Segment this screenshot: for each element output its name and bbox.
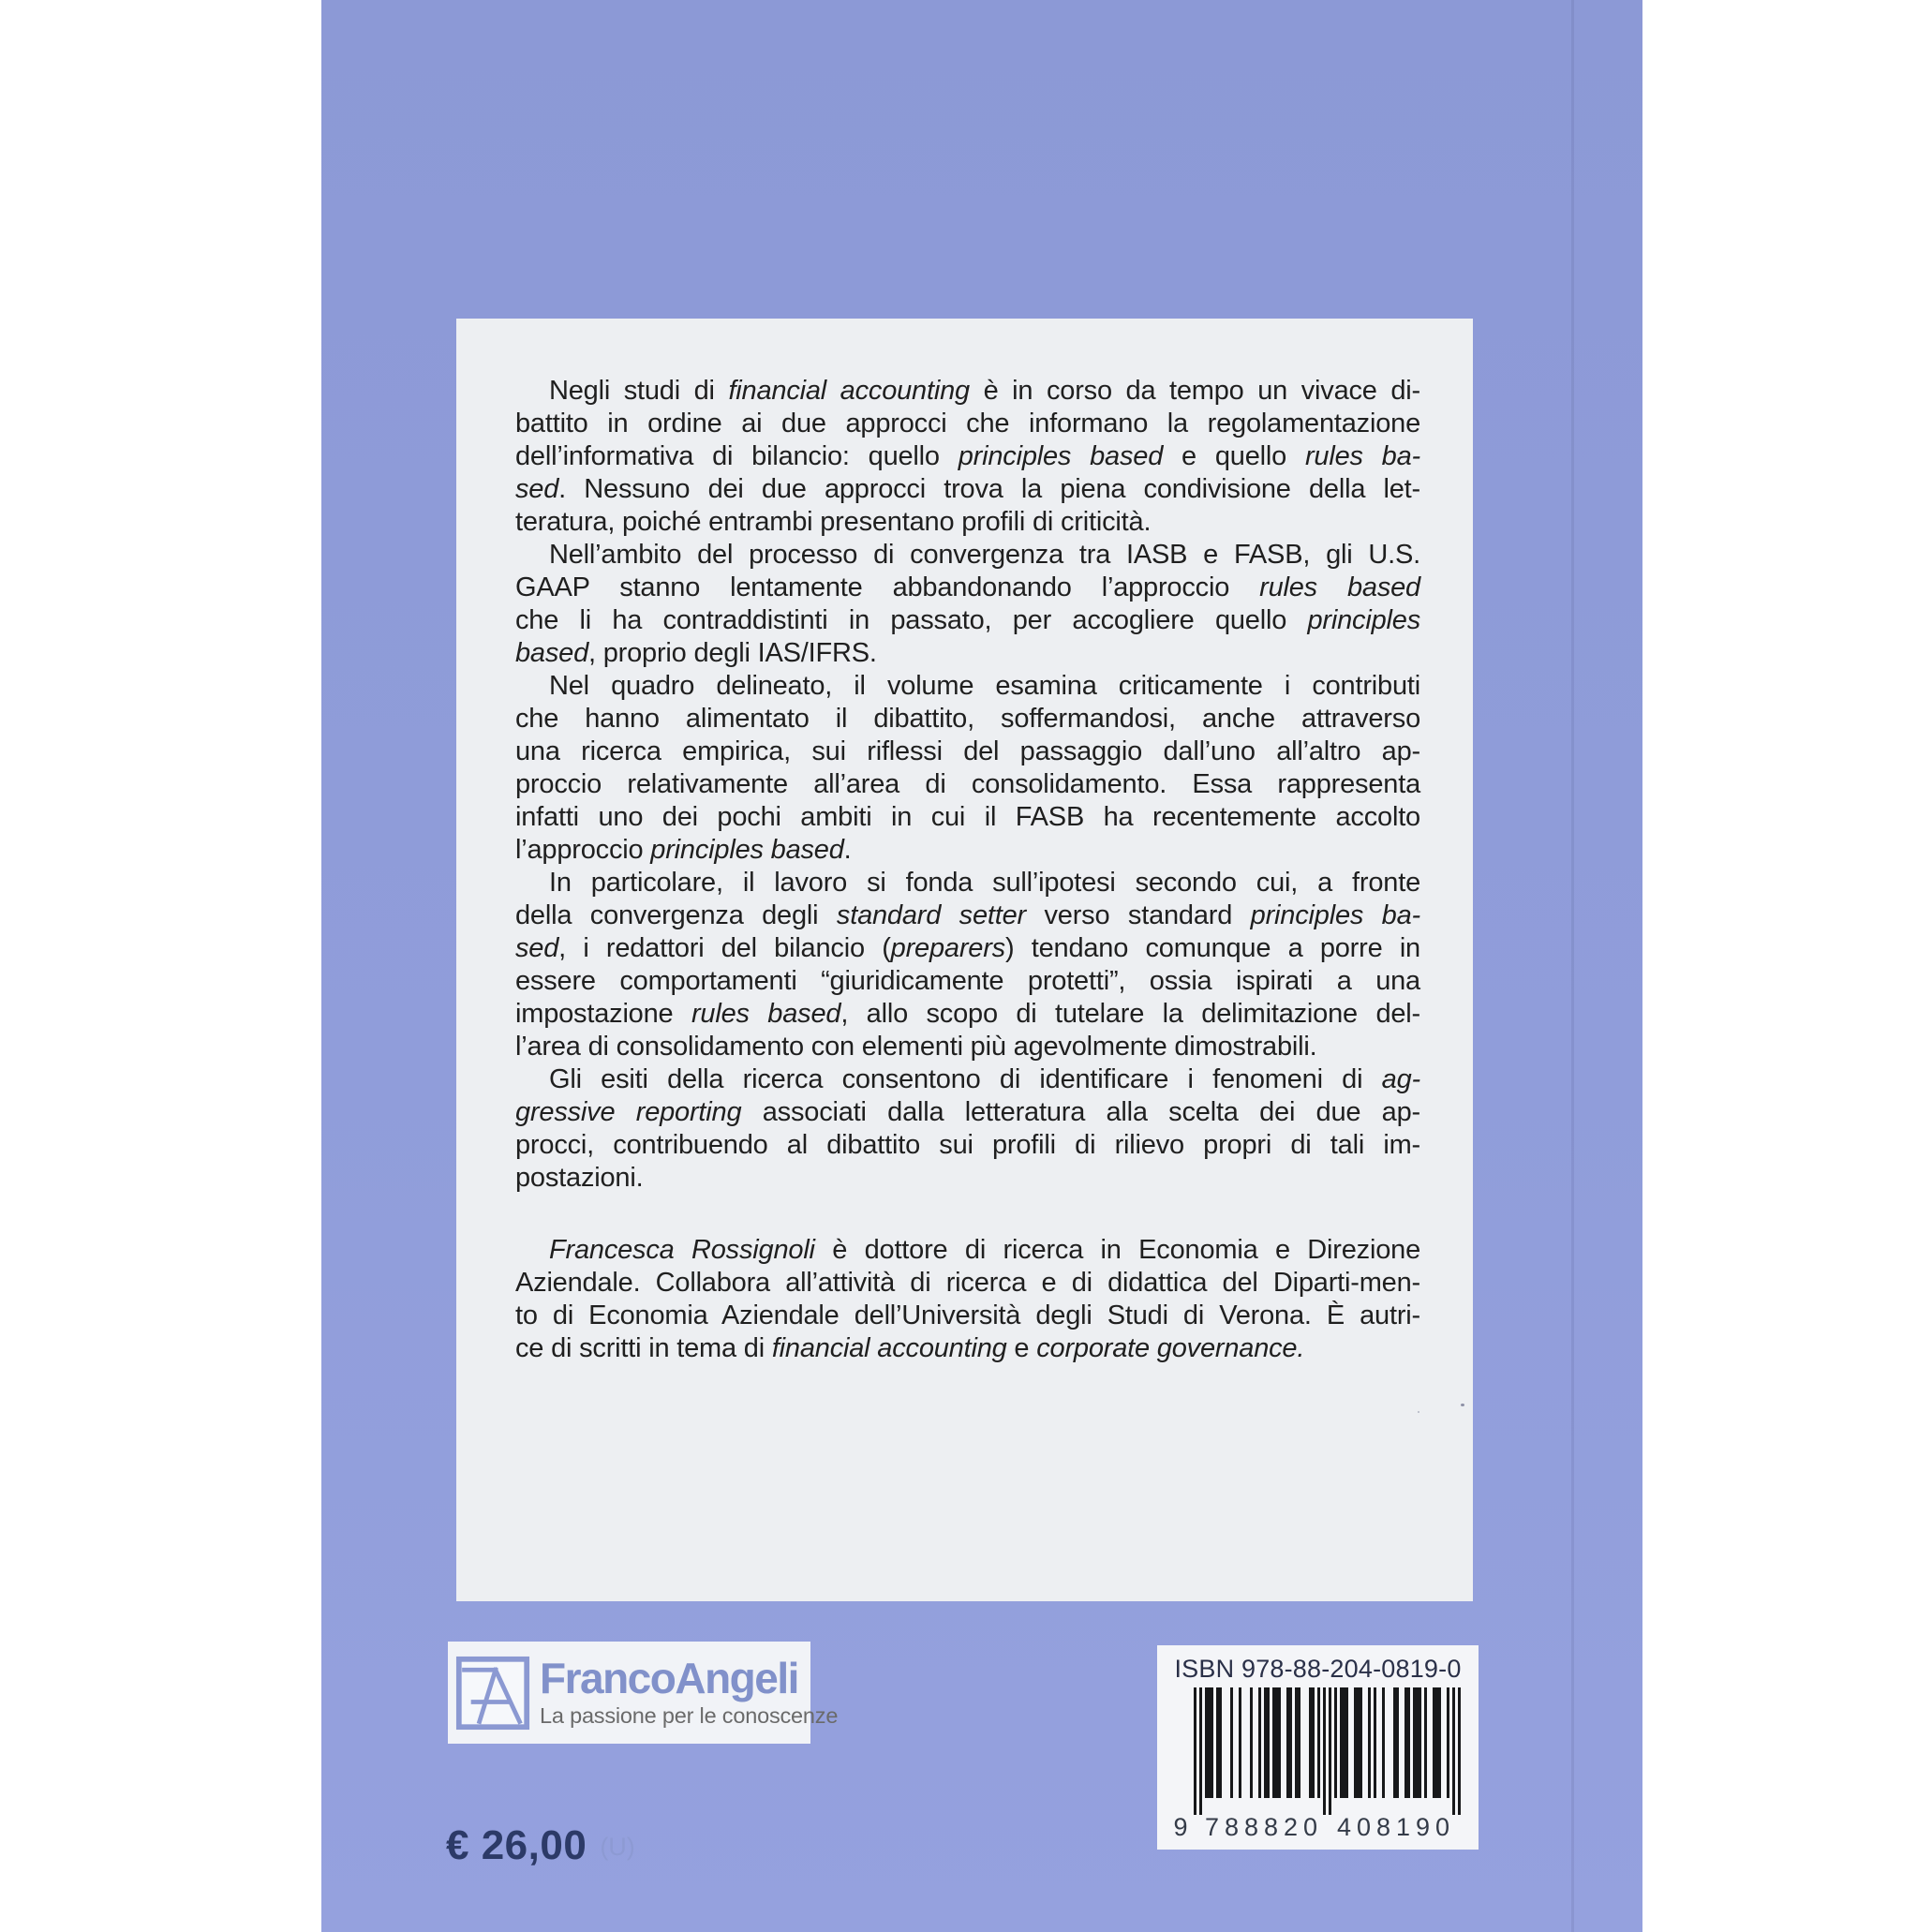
dust-speck <box>1418 1411 1419 1413</box>
bio-line: Francesca Rossignoli è dottore di ricerca in Economia e Direzione <box>549 1235 1420 1265</box>
blurb-line: che hanno alimentato il dibattito, soffermandosi, anche attraverso <box>515 704 1420 734</box>
barcode-bar <box>1258 1687 1261 1798</box>
barcode-bar <box>1354 1687 1357 1798</box>
bio-line: ce di scritti in tema di financial accounting e corporate governance. <box>515 1333 1305 1363</box>
barcode-bar <box>1357 1687 1360 1798</box>
blurb-line: l’approccio principles based. <box>515 835 852 865</box>
barcode-bar <box>1435 1687 1438 1798</box>
blurb-line: impostazione rules based, allo scopo di tutelare la delimitazione del- <box>515 999 1420 1029</box>
price-unit-note: (U) <box>600 1833 635 1861</box>
blurb-line: Nell’ambito del processo di convergenza tra IASB e FASB, gli U.S. <box>549 540 1420 570</box>
blurb-line: GAAP stanno lentamente abbandonando l’approccio rules based <box>515 572 1420 602</box>
barcode-bar <box>1334 1687 1337 1798</box>
price <box>446 1822 635 1869</box>
blurb-line: essere comportamenti “giuridicamente protetti”, ossia ispirati a una <box>515 966 1420 996</box>
barcode-bar <box>1278 1687 1281 1798</box>
barcode-bar <box>1267 1687 1270 1798</box>
barcode-bar <box>1413 1687 1416 1798</box>
barcode-bar <box>1407 1687 1410 1798</box>
barcode-bar <box>1345 1687 1348 1798</box>
price-amount: € 26,00 <box>446 1822 587 1868</box>
barcode-bar <box>1205 1687 1208 1798</box>
barcode-bar <box>1272 1687 1275 1798</box>
barcode-bar <box>1368 1687 1371 1798</box>
isbn-label: ISBN 978-88-204-0819-0 <box>1174 1655 1462 1683</box>
barcode-bar <box>1264 1687 1267 1798</box>
blurb-line: che li ha contraddistinti in passato, per accogliere quello principles <box>515 605 1420 635</box>
blurb-line: gressive reporting associati dalla letteratura alla scelta dei due ap- <box>515 1097 1420 1127</box>
blurb-line: based, proprio degli IAS/IFRS. <box>515 638 877 668</box>
barcode-bar <box>1312 1687 1315 1798</box>
blurb-line: In particolare, il lavoro si fonda sull’ipotesi secondo cui, a fronte <box>549 868 1420 898</box>
barcode-bar <box>1295 1687 1298 1798</box>
barcode-bar <box>1250 1687 1253 1798</box>
barcode-bar <box>1382 1687 1385 1798</box>
blurb-line: procci, contribuendo al dibattito sui profili di rilievo propri di tali im- <box>515 1130 1420 1160</box>
barcode-bar <box>1404 1687 1407 1798</box>
barcode-bar <box>1275 1687 1278 1798</box>
publisher-logo-box <box>448 1642 839 1744</box>
barcode-bar <box>1419 1687 1421 1798</box>
barcode-bar <box>1393 1687 1396 1798</box>
blurb-line: Negli studi di financial accounting è in corso da tempo un vivace di- <box>549 376 1421 406</box>
blurb-line: della convergenza degli standard setter verso standard principles ba- <box>515 900 1420 930</box>
barcode-bar <box>1433 1687 1435 1798</box>
blurb-line: l’area di consolidamento con elementi più agevolmente dimostrabili. <box>515 1032 1317 1062</box>
barcode-bar <box>1199 1687 1202 1815</box>
publisher-tagline: La passione per le conoscenze <box>540 1702 839 1728</box>
author-bio-text <box>515 1234 1420 1365</box>
barcode-bar <box>1396 1687 1399 1798</box>
barcode-bar <box>1216 1687 1219 1798</box>
barcode-bar <box>1219 1687 1222 1798</box>
isbn-box <box>1157 1645 1479 1850</box>
bio-line: Aziendale. Collabora all’attività di ricerca e di didattica del Diparti-men- <box>515 1268 1420 1298</box>
barcode-bar <box>1323 1687 1326 1815</box>
publisher-name: FrancoAngeli <box>540 1654 798 1703</box>
publisher-logo-text <box>540 1654 839 1729</box>
barcode-bar <box>1211 1687 1213 1798</box>
blurb-text <box>515 375 1420 1195</box>
barcode-bar <box>1208 1687 1211 1798</box>
barcode-bar <box>1289 1687 1292 1798</box>
blurb-line: teratura, poiché entrambi presentano profili di criticità. <box>515 507 1152 537</box>
ean13-barcode <box>1173 1687 1464 1839</box>
dust-speck <box>1176 1111 1179 1114</box>
barcode-bar <box>1452 1687 1455 1815</box>
barcode-bar <box>1374 1687 1376 1798</box>
blurb-line: proccio relativamente all’area di consolidamento. Essa rappresenta <box>515 769 1420 799</box>
barcode-bar <box>1230 1687 1233 1798</box>
book-back-cover <box>321 0 1642 1932</box>
barcode-digits: 788820 <box>1204 1813 1317 1839</box>
bio-line: to di Economia Aziendale dell’Università degli Studi di Verona. È autri- <box>515 1300 1420 1330</box>
barcode-digits: 9 <box>1172 1813 1188 1839</box>
barcode-digits: 408190 <box>1336 1813 1449 1839</box>
barcode-bar <box>1340 1687 1343 1798</box>
blurb-line: sed. Nessuno dei due approcci trova la piena condivisione della let- <box>515 474 1420 504</box>
barcode-bar <box>1447 1687 1449 1798</box>
blurb-line: infatti uno dei pochi ambiti in cui il FASB ha recentemente accolto <box>515 802 1420 832</box>
blurb-line: una ricerca empirica, sui riflessi del passaggio dall’uno all’altro ap- <box>515 736 1420 766</box>
blurb-line: Nel quadro delineato, il volume esamina criticamente i contributi <box>549 671 1420 701</box>
barcode-bar <box>1286 1687 1289 1798</box>
barcode-bar <box>1343 1687 1345 1798</box>
blurb-line: battito in ordine ai due approcci che informano la regolamentazione <box>515 409 1420 438</box>
barcode-bar <box>1239 1687 1241 1798</box>
barcode-bar <box>1317 1687 1320 1798</box>
barcode-bar <box>1298 1687 1300 1798</box>
barcode-bar <box>1438 1687 1441 1798</box>
blurb-line: sed, i redattori del bilancio (preparers) tendano comunque a porre in <box>515 933 1420 963</box>
barcode-bar <box>1424 1687 1427 1798</box>
barcode-bar <box>1416 1687 1419 1798</box>
barcode-bar <box>1329 1687 1331 1815</box>
blurb-line: postazioni. <box>515 1163 644 1193</box>
francoangeli-logo-icon <box>455 1656 530 1731</box>
cover-fold-line <box>1571 0 1574 1932</box>
barcode-bar <box>1194 1687 1196 1815</box>
barcode-bar <box>1309 1687 1312 1798</box>
barcode-bar <box>1458 1687 1461 1815</box>
barcode-bar <box>1360 1687 1362 1798</box>
dust-speck <box>1461 1404 1464 1406</box>
blurb-line: dell’informativa di bilancio: quello principles based e quello rules ba- <box>515 441 1420 471</box>
blurb-panel <box>456 319 1473 1601</box>
blurb-line: Gli esiti della ricerca consentono di identificare i fenomeni di ag- <box>549 1064 1420 1094</box>
